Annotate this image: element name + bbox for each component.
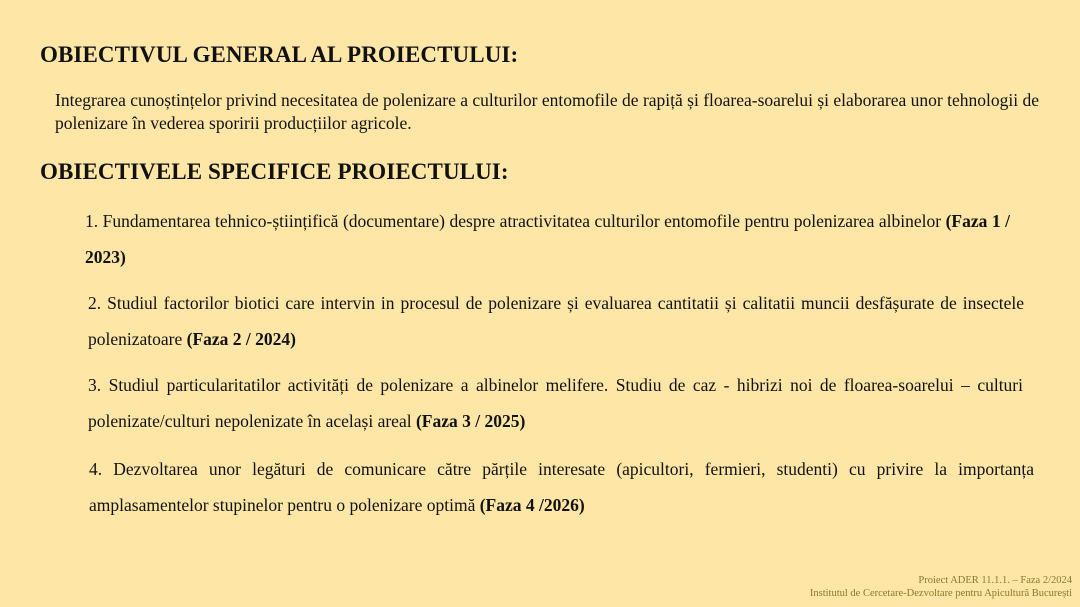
general-objective-text: Integrarea cunoștințelor privind necesitatea de polenizare a culturilor entomofile de rapiță și floarea-soarelui și elaborarea unor tehnologii de polenizare în vederea sporirii producțiilor agricole.	[55, 90, 1039, 133]
specific-objective-4	[89, 451, 1034, 523]
objective-phase: (Faza 4 /2026)	[479, 495, 585, 515]
specific-objective-3	[88, 367, 1023, 439]
footer-project-line: Proiect ADER 11.1.1. – Faza 2/2024	[918, 575, 1072, 586]
footer	[810, 574, 1072, 600]
objective-text: 3. Studiul particularitatilor activități de polenizare a albinelor melifere. Studiu de caz - hibrizi noi de floarea-soarelui – culturi polenizate/culturi nepolenizate în același areal	[88, 375, 1023, 431]
objective-phase: (Faza 2 / 2024)	[186, 329, 296, 349]
specific-objectives-heading: OBIECTIVELE SPECIFICE PROIECTULUI:	[40, 159, 509, 184]
specific-objective-1	[85, 203, 1010, 275]
objective-text: 2. Studiul factorilor biotici care intervin in procesul de polenizare și evaluarea cantitatii și calitatii muncii desfășurate de insectele polenizatoare	[88, 293, 1024, 349]
objective-text: 1. Fundamentarea tehnico-științifică (documentare) despre atractivitatea culturilor entomofile pentru polenizarea albinelor	[85, 211, 946, 231]
objective-phase: (Faza 3 / 2025)	[415, 411, 526, 431]
general-objective-heading: OBIECTIVUL GENERAL AL PROIECTULUI:	[40, 42, 519, 67]
footer-institute-line: Institutul de Cercetare-Dezvoltare pentru Apicultură București	[809, 588, 1072, 599]
specific-objective-2	[88, 285, 1024, 357]
objective-text: 4. Dezvoltarea unor legături de comunicare către părțile interesate (apicultori, fermieri, studenti) cu privire la importanța amplasamentelor stupinelor pentru o polenizare optimă	[89, 459, 1034, 515]
objective-phase: (Faza 1 / 2023)	[85, 211, 1010, 267]
